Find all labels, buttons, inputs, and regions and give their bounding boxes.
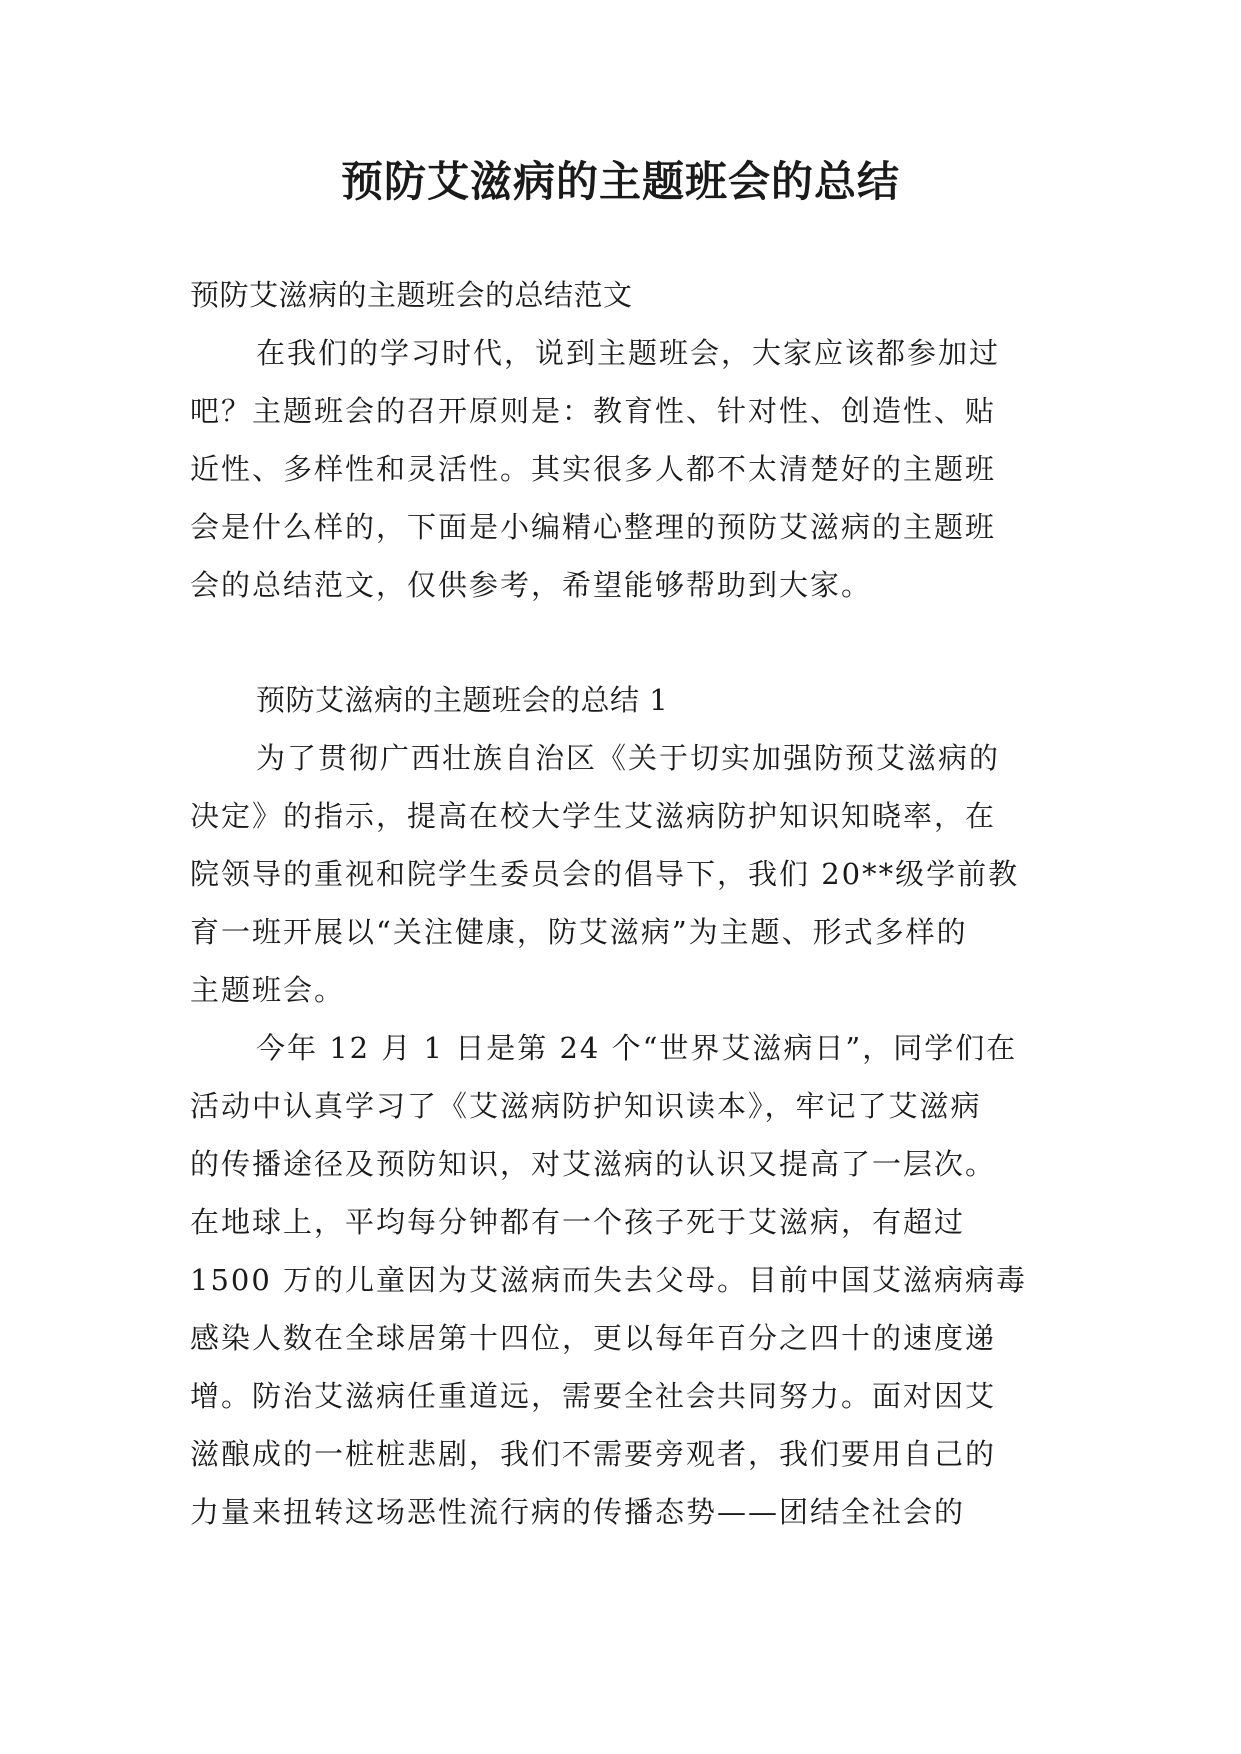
document-title: 预防艾滋病的主题班会的总结 [340,157,900,206]
paragraph-line: 会是什么样的，下面是小编精心整理的预防艾滋病的主题班 [190,510,997,544]
paragraph-line: 在我们的学习时代，说到主题班会，大家应该都参加过 [256,336,1001,370]
section-heading: 预防艾滋病的主题班会的总结 1 [256,683,669,717]
paragraph-line: 在地球上，平均每分钟都有一个孩子死于艾滋病，有超过 [190,1205,966,1239]
section1-paragraph-2 [190,1019,1060,1541]
paragraph-line: 吧？主题班会的召开原则是：教育性、针对性、创造性、贴 [190,394,997,428]
section1-paragraph-1 [190,729,1060,1019]
intro-paragraph [190,324,1060,614]
paragraph-line: 的传播途径及预防知识，对艾滋病的认识又提高了一层次。 [190,1147,997,1181]
paragraph-line: 增。防治艾滋病任重道远，需要全社会共同努力。面对因艾 [190,1379,997,1413]
paragraph-line: 力量来扭转这场恶性流行病的传播态势——团结全社会的 [190,1495,966,1529]
document-body [190,266,1060,1541]
paragraph-spacer [190,614,1060,671]
paragraph-line: 决定》的指示，提高在校大学生艾滋病防护知识知晓率，在 [190,799,997,833]
paragraph-line: 近性、多样性和灵活性。其实很多人都不太清楚好的主题班 [190,452,997,486]
paragraph-line: 主题班会。 [190,973,346,1007]
paragraph-line: 育一班开展以“关注健康，防艾滋病”为主题、形式多样的 [190,915,968,949]
paragraph-line: 活动中认真学习了《艾滋病防护知识读本》，牢记了艾滋病 [190,1089,982,1123]
paragraph-line: 为了贯彻广西壮族自治区《关于切实加强防预艾滋病的 [256,741,1001,775]
paragraph-line: 1500 万的儿童因为艾滋病而失去父母。目前中国艾滋病病毒 [190,1263,1028,1297]
paragraph-line: 滋酿成的一桩桩悲剧，我们不需要旁观者，我们要用自己的 [190,1437,997,1471]
paragraph-line: 感染人数在全球居第十四位，更以每年百分之四十的速度递 [190,1321,997,1355]
document-subtitle: 预防艾滋病的主题班会的总结范文 [190,278,633,312]
paragraph-line: 会的总结范文，仅供参考，希望能够帮助到大家。 [190,568,873,602]
paragraph-line: 今年 12 月 1 日是第 24 个“世界艾滋病日”，同学们在 [256,1031,1018,1065]
paragraph-line: 院领导的重视和院学生委员会的倡导下，我们 20**级学前教 [190,857,1020,891]
